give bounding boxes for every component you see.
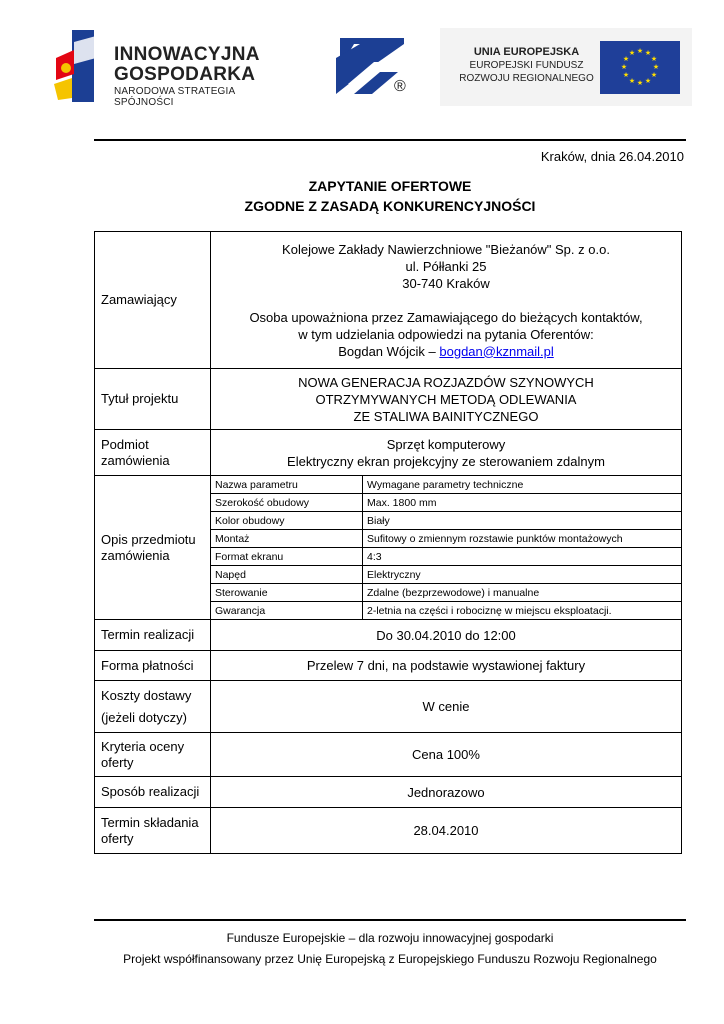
value-forma: Przelew 7 dni, na podstawie wystawionej faktury xyxy=(211,651,682,681)
spec-value: 2-letnia na części i robociznę w miejscu eksploatacji. xyxy=(363,602,682,620)
spec-param: Format ekranu xyxy=(211,548,363,566)
eu-line3: ROZWOJU REGIONALNEGO xyxy=(459,73,594,84)
spec-row xyxy=(211,548,681,566)
spec-param: Szerokość obudowy xyxy=(211,494,363,512)
row-opis xyxy=(95,476,682,620)
spec-row xyxy=(211,602,681,620)
ig-line1: INNOWACYJNA xyxy=(114,44,260,65)
contact-person xyxy=(211,343,681,360)
row-zamawiajacy xyxy=(95,232,682,369)
company-city: 30-740 Kraków xyxy=(402,275,490,291)
row-termin xyxy=(95,620,682,651)
company-street: ul. Półłanki 25 xyxy=(405,258,487,274)
spec-param: Montaż xyxy=(211,530,363,548)
label-zamawiajacy: Zamawiający xyxy=(95,232,211,369)
inquiry-table xyxy=(94,231,682,854)
label-kryteria xyxy=(95,733,211,777)
spec-row xyxy=(211,512,681,530)
spec-row xyxy=(211,476,681,494)
registered-mark: ® xyxy=(394,78,406,95)
value-zamawiajacy xyxy=(211,232,682,369)
label-skladania xyxy=(95,808,211,854)
label-termin: Termin realizacji xyxy=(95,620,211,651)
value-koszty: W cenie xyxy=(211,681,682,733)
label-forma: Forma płatności xyxy=(95,651,211,681)
value-kryteria: Cena 100% xyxy=(211,733,682,777)
value-skladania: 28.04.2010 xyxy=(211,808,682,854)
label-opis xyxy=(95,476,211,620)
label-opis-line1: Opis przedmiotu xyxy=(101,531,196,547)
innowacyjna-gospodarka-logo xyxy=(52,28,292,108)
label-tytul: Tytuł projektu xyxy=(95,369,211,430)
svg-text:★: ★ xyxy=(628,49,636,57)
eu-line2: EUROPEJSKI FUNDUSZ xyxy=(469,60,584,71)
ig-line2: GOSPODARKA xyxy=(114,64,256,85)
contact-line1: Osoba upoważniona przez Zamawiającego do bieżących kontaktów, xyxy=(249,309,643,325)
value-podmiot xyxy=(211,430,682,476)
label-podmiot-line2: zamówienia xyxy=(101,452,170,468)
footer-line1: Fundusze Europejskie – dla rozwoju innowacyjnej gospodarki xyxy=(226,931,554,945)
eu-logo xyxy=(440,28,692,106)
spec-param: Nazwa parametru xyxy=(211,476,363,494)
footer-line2: Projekt współfinansowany przez Unię Europejską z Europejskiego Funduszu Rozwoju Regionalnego xyxy=(123,952,657,966)
label-koszty-line2: (jeżeli dotyczy) xyxy=(101,709,187,725)
spec-value: Max. 1800 mm xyxy=(363,494,682,512)
spec-param: Napęd xyxy=(211,566,363,584)
label-podmiot-line1: Podmiot xyxy=(101,436,149,452)
svg-text:★: ★ xyxy=(650,55,658,63)
spec-param: Gwarancja xyxy=(211,602,363,620)
spec-row xyxy=(211,494,681,512)
ig-emblem-icon xyxy=(52,28,112,104)
row-forma xyxy=(95,651,682,681)
label-koszty-line1: Koszty dostawy xyxy=(101,687,192,703)
spec-value: Biały xyxy=(363,512,682,530)
spec-value: Zdalne (bezprzewodowe) i manualne xyxy=(363,584,682,602)
label-kryteria-line2: oferty xyxy=(101,754,134,770)
value-sposob: Jednorazowo xyxy=(211,777,682,808)
row-skladania xyxy=(95,808,682,854)
header-divider xyxy=(94,139,686,141)
project-title-line1: NOWA GENERACJA ROZJAZDÓW SZYNOWYCH xyxy=(298,374,594,390)
label-kryteria-line1: Kryteria oceny xyxy=(101,738,185,754)
spec-row xyxy=(211,584,681,602)
person-name: Bogdan Wójcik – xyxy=(338,343,440,359)
svg-text:★: ★ xyxy=(620,63,628,71)
document-subtitle: ZGODNE Z ZASADĄ KONKURENCYJNOŚCI xyxy=(244,198,536,214)
label-skladania-line1: Termin składania xyxy=(101,814,199,830)
project-title-line2: OTRZYMYWANYCH METODĄ ODLEWANIA xyxy=(315,391,577,407)
svg-text:★: ★ xyxy=(644,49,652,57)
row-kryteria xyxy=(95,733,682,777)
spec-value: Sufitowy o zmiennym rozstawie punktów montażowych xyxy=(363,530,682,548)
spec-value: 4:3 xyxy=(363,548,682,566)
svg-text:★: ★ xyxy=(644,77,652,85)
svg-text:★: ★ xyxy=(650,71,658,79)
value-termin: Do 30.04.2010 do 12:00 xyxy=(211,620,682,651)
label-opis-line2: zamówienia xyxy=(101,547,170,563)
label-sposob: Sposób realizacji xyxy=(95,777,211,808)
label-skladania-line2: oferty xyxy=(101,830,134,846)
spec-table xyxy=(211,476,681,619)
label-koszty xyxy=(95,681,211,733)
contact-line2: w tym udzielania odpowiedzi na pytania Oferentów: xyxy=(298,326,594,342)
svg-text:★: ★ xyxy=(636,47,644,55)
footer-divider xyxy=(94,919,686,921)
row-podmiot xyxy=(95,430,682,476)
spec-row xyxy=(211,566,681,584)
email-link[interactable]: bogdan@kznmail.pl xyxy=(439,343,554,359)
row-koszty xyxy=(95,681,682,733)
svg-text:★: ★ xyxy=(636,79,644,87)
ig-line3: NARODOWA STRATEGIA SPÓJNOŚCI xyxy=(114,86,235,108)
subject-line2: Elektryczny ekran projekcyjny ze sterowaniem zdalnym xyxy=(287,453,605,469)
place-date: Kraków, dnia 26.04.2010 xyxy=(540,149,684,164)
value-tytul xyxy=(211,369,682,430)
label-podmiot xyxy=(95,430,211,476)
spec-param: Kolor obudowy xyxy=(211,512,363,530)
svg-text:★: ★ xyxy=(622,71,630,79)
row-tytul xyxy=(95,369,682,430)
eu-line1: UNIA EUROPEJSKA xyxy=(473,46,580,58)
company-name: Kolejowe Zakłady Nawierzchniowe "Bieżanów" Sp. z o.o. xyxy=(282,241,610,257)
svg-text:★: ★ xyxy=(652,63,660,71)
project-title-line3: ZE STALIWA BAINITYCZNEGO xyxy=(353,408,539,424)
kzn-logo xyxy=(334,38,414,100)
row-sposob xyxy=(95,777,682,808)
value-opis xyxy=(211,476,682,620)
spec-param: Sterowanie xyxy=(211,584,363,602)
document-title: ZAPYTANIE OFERTOWE xyxy=(308,178,472,194)
spec-row xyxy=(211,530,681,548)
spec-value: Elektryczny xyxy=(363,566,682,584)
svg-text:★: ★ xyxy=(622,55,630,63)
spec-value: Wymagane parametry techniczne xyxy=(363,476,682,494)
svg-text:★: ★ xyxy=(628,77,636,85)
subject-line1: Sprzęt komputerowy xyxy=(386,436,506,452)
eu-flag-icon xyxy=(600,41,680,94)
